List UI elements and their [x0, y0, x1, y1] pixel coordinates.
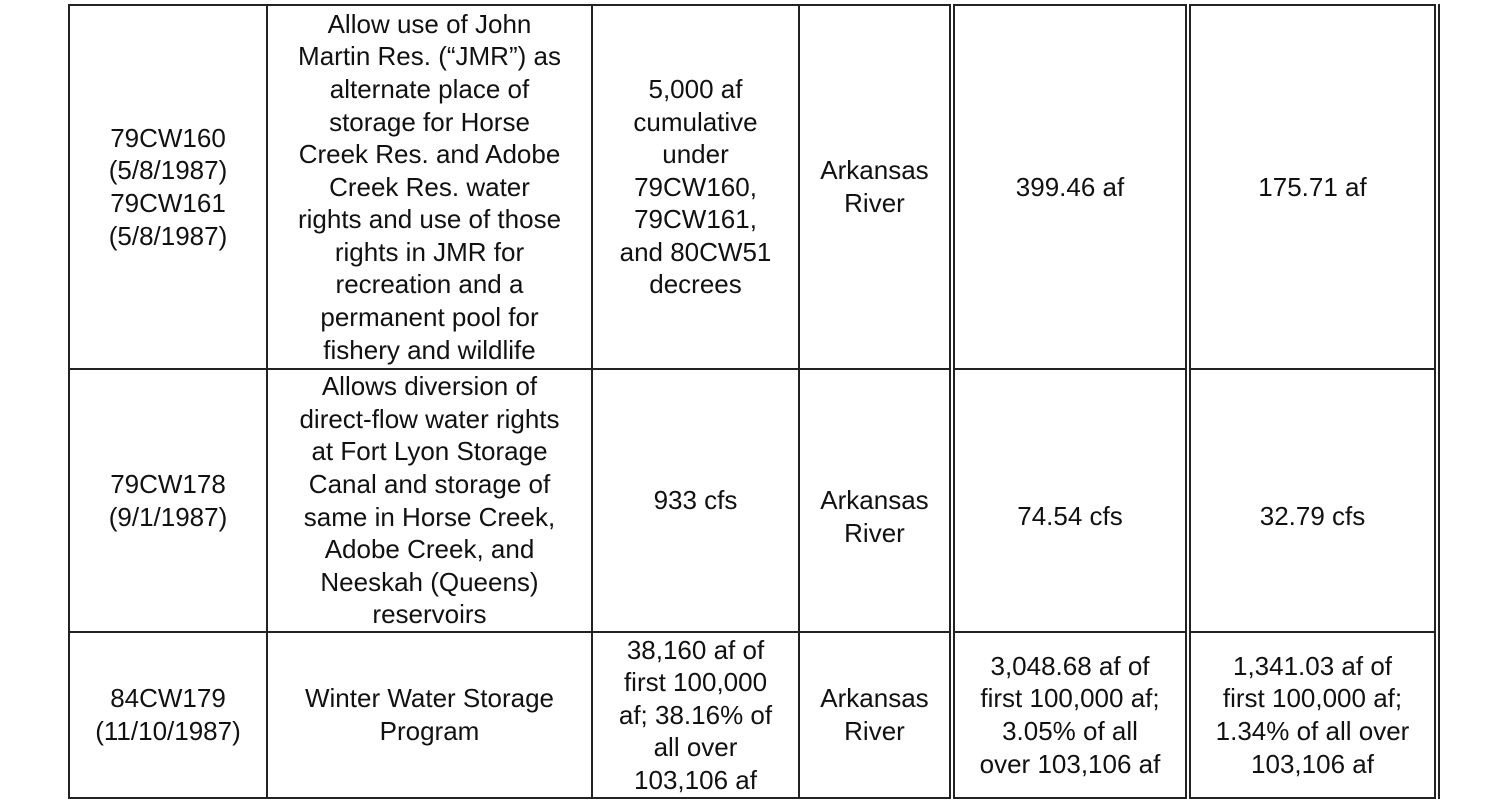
description-cell: [267, 632, 592, 798]
description-cell: [267, 5, 592, 369]
water-rights-table: [68, 4, 1440, 799]
table-row: [69, 632, 1437, 798]
source-text: Arkansas River: [820, 484, 929, 548]
description-text: Winter Water Storage Program: [304, 683, 554, 746]
description-cell: [267, 369, 592, 632]
source-cell: [799, 369, 952, 632]
description-text: Allow use of John Martin Res. (“JMR”) as alternate place of storage for Horse Creek Res. and Adobe Creek Res. water rights and use of those rights in JMR for recreation and a permanent pool for fishery and wildlife: [297, 8, 562, 365]
value-a-cell: [952, 369, 1188, 632]
value-b-text: 1,341.03 af of first 100,000 af; 1.34% of all over 103,106 af: [1215, 650, 1410, 779]
source-text: Arkansas River: [820, 155, 929, 218]
amount-text: 5,000 af cumulative under 79CW160, 79CW161, and 80CW51 decrees: [619, 73, 772, 300]
amount-cell: [592, 632, 799, 798]
description-text: Allows diversion of direct-flow water rights at Fort Lyon Storage Canal and storage of same in Horse Creek, Adobe Creek, and Neeskah (Queens) reservoirs: [299, 371, 560, 630]
value-b-text: 175.71 af: [1258, 171, 1367, 202]
value-a-text: 74.54 cfs: [1017, 501, 1123, 532]
source-cell: [799, 5, 952, 369]
value-b-cell: [1188, 632, 1437, 798]
value-b-text: 32.79 cfs: [1259, 501, 1366, 532]
source-cell: [799, 632, 952, 798]
case-number-text: 79CW178 (9/1/1987): [108, 468, 228, 532]
case-number-cell: [69, 632, 267, 798]
source-text: Arkansas River: [820, 683, 929, 746]
value-a-cell: [952, 5, 1188, 369]
table-row: [69, 369, 1437, 632]
case-number-text: 79CW160 (5/8/1987) 79CW161 (5/8/1987): [108, 122, 228, 251]
amount-cell: [592, 5, 799, 369]
value-b-cell: [1188, 369, 1437, 632]
value-a-text: 399.46 af: [1015, 171, 1125, 202]
case-number-cell: [69, 5, 267, 369]
case-number-cell: [69, 369, 267, 632]
case-number-text: 84CW179 (11/10/1987): [95, 683, 241, 746]
table-row: [69, 5, 1437, 369]
amount-cell: [592, 369, 799, 632]
amount-text: 933 cfs: [653, 485, 738, 516]
amount-text: 38,160 af of first 100,000 af; 38.16% of all over 103,106 af: [618, 634, 773, 795]
value-a-text: 3,048.68 af of first 100,000 af; 3.05% of all over 103,106 af: [979, 650, 1161, 779]
value-b-cell: [1188, 5, 1437, 369]
value-a-cell: [952, 632, 1188, 798]
